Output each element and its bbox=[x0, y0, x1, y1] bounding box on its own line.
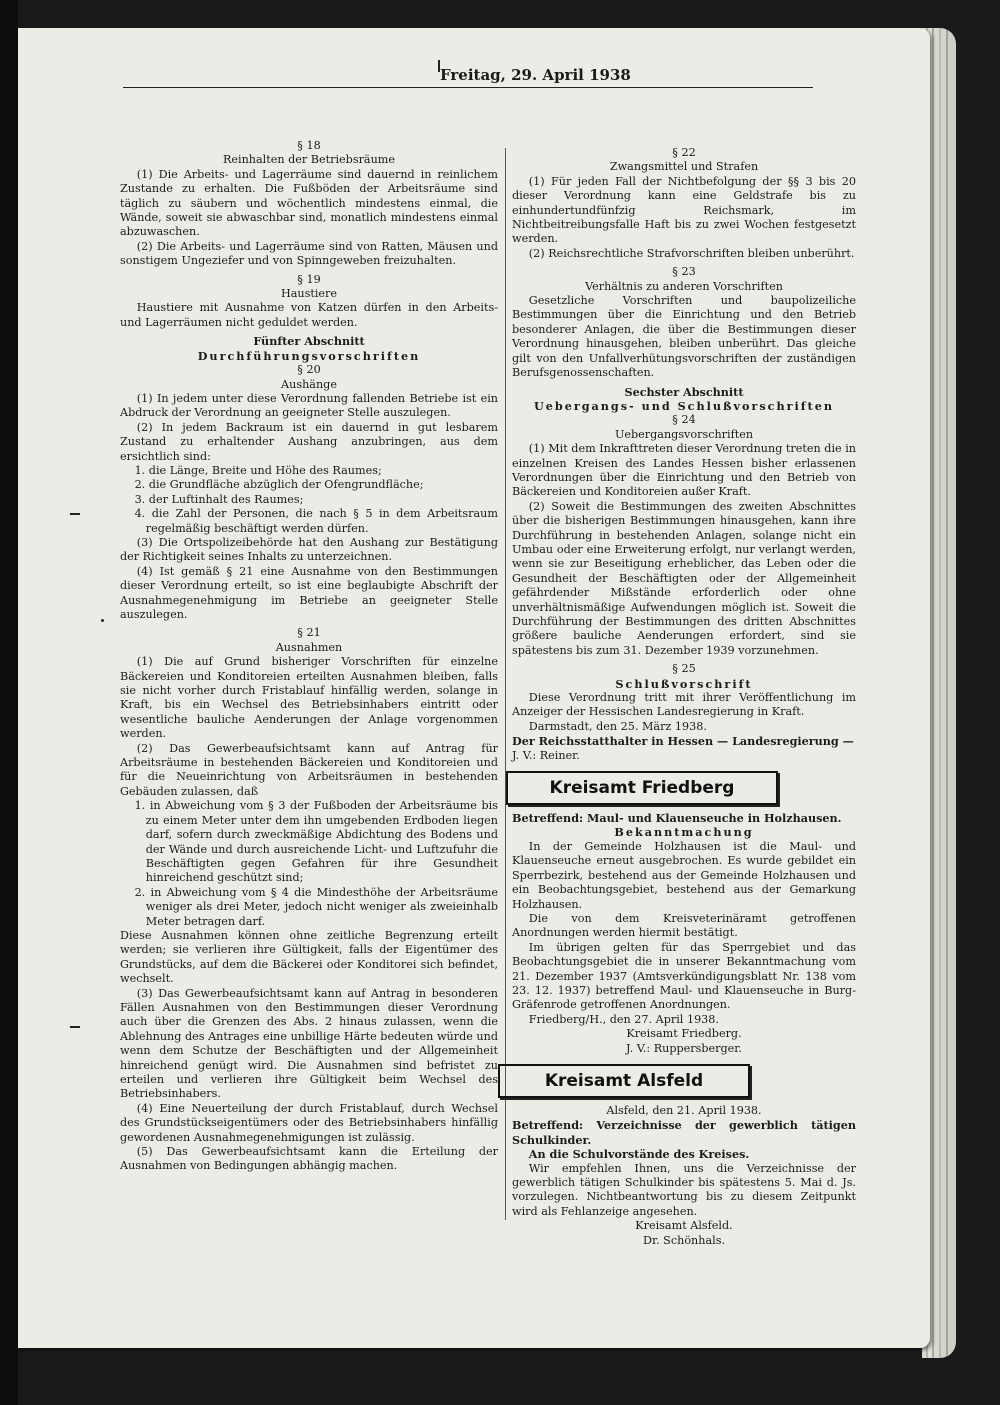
chapter-heading: Fünfter Abschnitt bbox=[253, 334, 365, 349]
paragraph: (1) Die Arbeits- und Lagerräume sind dauernd in reinlichem Zustande zu erhalten. Die Fußböden der Arbeitsräume sind täglich zu säubern und wöchentlich mindestens einmal, die Wände, soweit sie abwaschbar sind, monatlich mindestens einmal abzuwaschen. bbox=[120, 167, 498, 239]
paragraph: (2) Die Arbeits- und Lagerräume sind von Ratten, Mäusen und sonstigem Ungeziefer und von Spinngeweben freizuhalten. bbox=[120, 239, 498, 268]
paragraph: (2) In jedem Backraum ist ein dauernd in gut lesbarem Zustand zu erhaltender Aushang anzubringen, aus dem ersichtlich sind: bbox=[120, 420, 498, 463]
section-title: Schlußvorschrift bbox=[615, 676, 753, 691]
section-number: § 20 bbox=[297, 363, 321, 377]
page-mark bbox=[101, 619, 104, 622]
paragraph: Haustiere mit Ausnahme von Katzen dürfen in den Arbeits- und Lagerräumen nicht geduldet werden. bbox=[120, 301, 498, 329]
paragraph: Die von dem Kreisveterinäramt getroffenen Anordnungen werden hiermit bestätigt. bbox=[512, 911, 856, 940]
left-column bbox=[120, 139, 498, 1174]
signature-name: Dr. Schönhals. bbox=[642, 1233, 726, 1247]
page-mark bbox=[70, 1026, 80, 1028]
paragraph: Diese Ausnahmen können ohne zeitliche Begrenzung erteilt werden; sie verlieren ihre Gültigkeit, falls der Eigentümer des Grundstücks, auf dem die Bäckerei oder Konditorei sich befindet, wechselt. bbox=[120, 928, 498, 986]
list-item: 3. der Luftinhalt des Raumes; bbox=[134, 492, 304, 506]
date-line: Friedberg/H., den 27. April 1938. bbox=[528, 1012, 719, 1026]
paragraph: Im übrigen gelten für das Sperrgebiet und das Beobachtungsgebiet die in unserer Bekanntmachung vom 21. Dezember 1937 (Amtsverkündigungsblatt Nr. 138 vom 23. 12. 1937) betreffend Maul- und Klauenseuche in Burg-Gräfenrode getroffenen Anordnungen. bbox=[512, 940, 856, 1012]
paragraph: (1) Die auf Grund bisheriger Vorschriften für einzelne Bäckereien und Konditoreien erteilten Ausnahmen bleiben, falls sie nicht vorher durch Fristablauf hinfällig werden, solange in Kraft, bis ein Wechsel des Betriebsinhabers eintritt oder wesentliche bauliche Aenderungen der Anlage vorgenommen werden. bbox=[120, 655, 498, 741]
signature-authority: Kreisamt Alsfeld. bbox=[635, 1219, 733, 1233]
paragraph: (2) Das Gewerbeaufsichtsamt kann auf Antrag für Arbeitsräume in bestehenden Bäckereien und Konditoreien und für die Neueinrichtung von Arbeitsräumen in bestehenden Gebäuden zulassen, daß bbox=[120, 741, 498, 798]
paragraph: Diese Verordnung tritt mit ihrer Veröffentlichung im Anzeiger der Hessischen Landesregierung in Kraft. bbox=[512, 691, 856, 719]
date-line: Alsfeld, den 21. April 1938. bbox=[606, 1103, 762, 1117]
section-number: § 23 bbox=[672, 265, 696, 279]
paragraph: Wir empfehlen Ihnen, uns die Verzeichnisse der gewerblich tätigen Schulkinder bis spätestens 5. Mai d. Js. vorzulegen. Nichtbeantwortung bis zu diesem Zeitpunkt wird als Fehlanzeige angesehen. bbox=[512, 1161, 856, 1218]
section-title: Verhältnis zu anderen Vorschriften bbox=[585, 279, 783, 293]
kreisamt-friedberg-heading: Kreisamt Friedberg bbox=[506, 771, 778, 805]
chapter-title: Durchführungsvorschriften bbox=[197, 348, 421, 363]
list-item: 2. in Abweichung vom § 4 die Mindesthöhe der Arbeitsräume weniger als drei Meter, jedoch nicht weniger als zweieinhalb Meter betragen darf. bbox=[134, 885, 498, 928]
page-mark bbox=[70, 513, 80, 515]
subject-line: Betreffend: Verzeichnisse der gewerblich tätigen Schulkinder. bbox=[512, 1118, 856, 1147]
section-number: § 21 bbox=[297, 626, 321, 640]
paragraph: (1) Für jeden Fall der Nichtbefolgung der §§ 3 bis 20 dieser Verordnung kann eine Geldstrafe bis zu einhundertundfünfzig Reichsmark, im Nichtbeitreibungsfalle Haft bis zu zwei Wochen festgesetzt werden. bbox=[512, 174, 856, 246]
section-number: § 18 bbox=[297, 139, 321, 152]
paragraph: Gesetzliche Vorschriften und baupolizeiliche Bestimmungen über die Einrichtung und den Betrieb besonderer Anlagen, die über die Bestimmungen dieser Verordnung hinausgehen, bleiben unberührt. Das gleiche gilt von den Unfallverhütungsvorschriften der zuständigen Berufsgenossenschaften. bbox=[512, 294, 856, 380]
signature-name: J. V.: Reiner. bbox=[512, 748, 580, 762]
paragraph: (3) Die Ortspolizeibehörde hat den Aushang zur Bestätigung der Richtigkeit seines Inhalts zu unterzeichnen. bbox=[120, 535, 498, 564]
date-line: Darmstadt, den 25. März 1938. bbox=[528, 719, 707, 733]
section-title: Reinhalten der Betriebsräume bbox=[222, 153, 396, 167]
list-item: 4. die Zahl der Personen, die nach § 5 in dem Arbeitsraum regelmäßig beschäftigt werden dürfen. bbox=[134, 507, 498, 535]
right-column bbox=[512, 146, 856, 1248]
paragraph: In der Gemeinde Holzhausen ist die Maul- und Klauenseuche erneut ausgebrochen. Es wurde gebildet ein Sperrbezirk, bestehend aus der Gemeinde Holzhausen und ein Beobachtungsgebiet, bestehend aus der Gemarkung Holzhausen. bbox=[512, 839, 856, 911]
paragraph: (2) Soweit die Bestimmungen des zweiten Abschnittes über die bisherigen Bestimmungen hinausgehen, kann ihre Durchführung in bestehenden Anlagen, solange nicht ein Umbau oder eine Erweiterung erfolgt, nur verlangt werden, wenn sie zur Beseitigung erheblicher, das Leben oder die Gesundheit der Beschäftigten oder der Allgemeinheit gefährdender Mißstände erforderlich oder ohne unverhältnismäßige Aufwendungen möglich ist. Soweit die Durchführung der Bestimmungen des dritten Abschnittes größere bauliche Aenderungen erfordert, sind sie spätestens bis zum 31. Dezember 1939 vorzunehmen. bbox=[512, 499, 856, 657]
paragraph: (1) In jedem unter diese Verordnung fallenden Betriebe ist ein Abdruck der Verordnung an geeigneter Stelle auszulegen. bbox=[120, 391, 498, 420]
column-divider bbox=[505, 148, 506, 1220]
section-title: Aushänge bbox=[281, 377, 337, 391]
paragraph: (3) Das Gewerbeaufsichtsamt kann auf Antrag in besonderen Fällen Ausnahmen von den Bestimmungen dieser Verordnung auch über die Grenzen des Abs. 2 hinaus zulassen, wenn die Ablehnung des Antrages eine unbillige Härte bedeuten würde und wenn dem Schutze der Beschäftigten und der Allgemeinheit hinreichend genügt wird. Die Ausnahmen sind befristet zu erteilen und verlieren ihre Gültigkeit beim Wechsel des Betriebsinhabers. bbox=[120, 986, 498, 1101]
section-number: § 22 bbox=[672, 146, 696, 159]
chapter-heading: Sechster Abschnitt bbox=[624, 384, 744, 399]
list-item: 1. in Abweichung vom § 3 der Fußboden der Arbeitsräume bis zu einem Meter unter dem ihn umgebenden Erdboden liegen darf, sofern durch zweckmäßige Abdichtung des Bodens und der Wände und durch ausreichende Licht- und Luftzufuhr die Beschäftigten gegen Gefahren für ihre Gesundheit hinreichend geschützt sind; bbox=[134, 799, 498, 885]
addressee-line: An die Schulvorstände des Kreises. bbox=[528, 1147, 750, 1162]
kreisamt-alsfeld-heading: Kreisamt Alsfeld bbox=[498, 1064, 750, 1098]
binding-shadow bbox=[0, 0, 18, 1405]
list-item: 1. die Länge, Breite und Höhe des Raumes; bbox=[134, 463, 382, 477]
subject-line: Betreffend: Maul- und Klauenseuche in Holzhausen. bbox=[512, 811, 842, 826]
section-title: Zwangsmittel und Strafen bbox=[609, 160, 759, 174]
signature-name: J. V.: Ruppersberger. bbox=[626, 1041, 742, 1055]
list-item: 2. die Grundfläche abzüglich der Ofengrundfläche; bbox=[134, 478, 424, 492]
notice-heading: Bekanntmachung bbox=[614, 825, 754, 840]
header-rule bbox=[123, 87, 813, 88]
paragraph: (2) Reichsrechtliche Strafvorschriften bleiben unberührt. bbox=[528, 246, 855, 260]
paragraph: (1) Mit dem Inkrafttreten dieser Verordnung treten die in einzelnen Kreisen des Landes Hessen bisher erlassenen Verordnungen über die Einrichtung und den Betrieb von Bäckereien und Konditoreien außer Kraft. bbox=[512, 442, 856, 499]
section-number: § 25 bbox=[672, 662, 696, 676]
section-number: § 19 bbox=[297, 272, 321, 286]
signature-authority: Kreisamt Friedberg. bbox=[626, 1027, 742, 1041]
paragraph: (4) Ist gemäß § 21 eine Ausnahme von den Bestimmungen dieser Verordnung erteilt, so ist eine beglaubigte Abschrift der Ausnahmegenehmigung im Betriebe an geeigneter Stelle auszulegen. bbox=[120, 564, 498, 621]
section-title: Ausnahmen bbox=[275, 640, 343, 654]
page-header-date: Freitag, 29. April 1938 bbox=[440, 66, 631, 84]
signature-authority: Der Reichsstatthalter in Hessen — Landesregierung — bbox=[512, 734, 854, 749]
section-number: § 24 bbox=[672, 413, 696, 427]
paragraph: (5) Das Gewerbeaufsichtsamt kann die Erteilung der Ausnahmen von Bedingungen abhängig machen. bbox=[120, 1145, 498, 1173]
paragraph: (4) Eine Neuerteilung der durch Fristablauf, durch Wechsel des Grundstückseigentümers oder des Betriebsinhabers hinfällig gewordenen Ausnahmegenehmigungen ist zulässig. bbox=[120, 1101, 498, 1144]
section-title: Uebergangsvorschriften bbox=[614, 427, 754, 441]
section-title: Haustiere bbox=[280, 287, 338, 301]
chapter-title: Uebergangs- und Schlußvorschriften bbox=[534, 398, 834, 413]
